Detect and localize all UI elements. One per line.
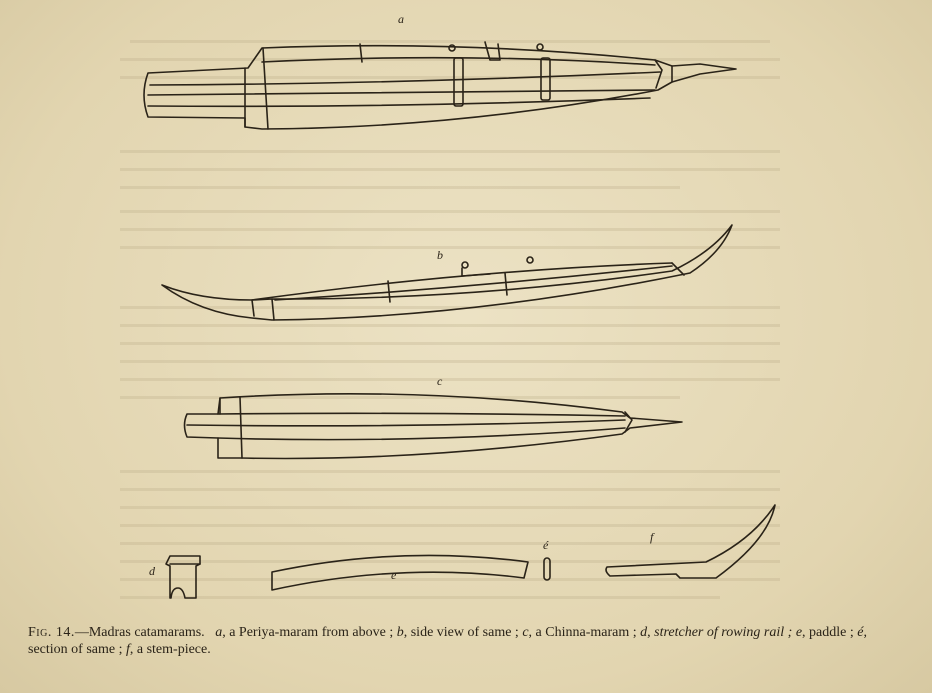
label-c: c [437, 374, 443, 388]
label-a: a [398, 12, 404, 26]
caption-text-f: a stem-piece. [136, 642, 211, 657]
caption-text-b: side view of same ; [410, 625, 519, 640]
caption-text-e: paddle ; [809, 625, 854, 640]
caption-key-a: a [215, 625, 223, 640]
label-d: d [149, 564, 155, 578]
label-e: e [391, 568, 397, 582]
caption-key-c: c [522, 625, 529, 640]
label-e-acute: é [543, 538, 549, 552]
catamaran-b-drawing [162, 225, 732, 320]
caption-text-a: a Periya-maram from above ; [229, 625, 394, 640]
stem-piece-f-drawing [606, 505, 775, 578]
caption-key-d: d [640, 625, 648, 640]
figure-caption: Fig. 14.—Madras catamarams. a, a Periya-maram from above ; b, side view of same ; c, a Chinna-maram ; d, stretcher of rowing rail ; e, paddle ; é, section of same ; f, a stem-piece. [28, 625, 867, 657]
label-b: b [437, 248, 443, 262]
caption-fig-number: Fig. 14. [28, 625, 75, 640]
caption-text-d: stretcher of rowing rail ; [654, 625, 793, 640]
caption-key-e: e [795, 625, 803, 640]
caption-key-e-acute: é [857, 625, 864, 640]
paddle-section-drawing [544, 558, 550, 580]
caption-key-f: f [125, 642, 130, 657]
caption-text-e-acute: section of same ; [28, 642, 123, 657]
label-f: f [650, 530, 654, 544]
catamaran-a-drawing [144, 42, 736, 129]
catamaran-c-drawing [185, 394, 683, 459]
caption-title: —Madras catamarams. [74, 625, 205, 640]
paddle-e-drawing [272, 555, 528, 590]
caption-text-c: a Chinna-maram ; [535, 625, 637, 640]
caption-key-b: b [396, 625, 404, 640]
stretcher-d-drawing [166, 556, 200, 598]
